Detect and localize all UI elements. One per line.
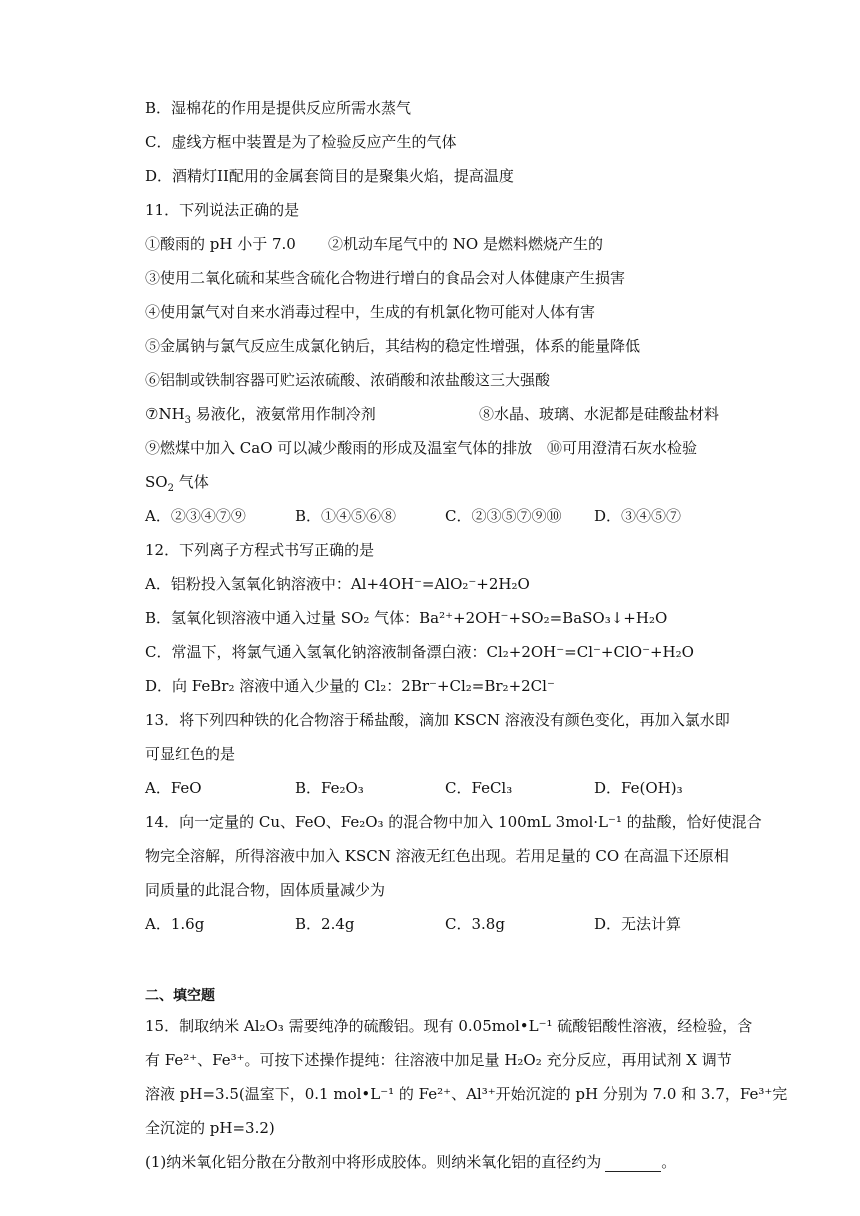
q12-stem: 12．下列离子方程式书写正确的是 <box>145 541 375 559</box>
q11-option-a: A．②③④⑦⑨ <box>145 507 246 525</box>
q13-stem-line-2: 可显红色的是 <box>145 745 236 763</box>
q11-statement-2: ②机动车尾气中的 NO 是燃料燃烧产生的 <box>328 235 603 253</box>
q10-option-b: B．湿棉花的作用是提供反应所需水蒸气 <box>145 99 412 117</box>
section-heading: 二、填空题 <box>145 988 215 1004</box>
q11-statement-1: ①酸雨的 pH 小于 7.0 <box>145 235 296 253</box>
q15-line-3: 溶液 pH=3.5(温室下，0.1 mol•L⁻¹ 的 Fe²⁺、Al³⁺开始沉淀的 pH 分别为 7.0 和 3.7，Fe³⁺完 <box>145 1085 788 1103</box>
q11-statement-6: ⑥铝制或铁制容器可贮运浓硫酸、浓硝酸和浓盐酸这三大强酸 <box>145 371 551 389</box>
q10-option-d: D．酒精灯II配用的金属套筒目的是聚集火焰，提高温度 <box>145 167 514 185</box>
q11-statement-3: ③使用二氧化硫和某些含硫化合物进行增白的食品会对人体健康产生损害 <box>145 269 626 287</box>
q10-option-c: C．虚线方框中装置是为了检验反应产生的气体 <box>145 133 457 151</box>
q11-statement-9: ⑨燃煤中加入 CaO 可以减少酸雨的形成及温室气体的排放 <box>145 439 533 457</box>
q15-subquestion-1: (1)纳米氧化铝分散在分散剂中将形成胶体。则纳米氧化铝的直径约为 <box>145 1153 602 1171</box>
q11-statement-5: ⑤金属钠与氯气反应生成氯化钠后，其结构的稳定性增强，体系的能量降低 <box>145 337 641 355</box>
q15-line-2: 有 Fe²⁺、Fe³⁺。可按下述操作提纯：往溶液中加足量 H₂O₂ 充分反应，再用试剂 X 调节 <box>145 1051 732 1069</box>
q11-option-c: C．②③⑤⑦⑨⑩ <box>445 507 562 525</box>
answer-blank[interactable] <box>605 1157 661 1172</box>
q11-statement-4: ④使用氯气对自来水消毒过程中，生成的有机氯化物可能对人体有害 <box>145 303 596 321</box>
q13-option-c: C．FeCl₃ <box>445 779 513 797</box>
q14-option-a: A．1.6g <box>145 915 205 933</box>
q11-stem: 11．下列说法正确的是 <box>145 201 300 219</box>
q14-stem-line-3: 同质量的此混合物，固体质量减少为 <box>145 881 386 899</box>
q11-option-b: B．①④⑤⑥⑧ <box>295 507 397 525</box>
q11-statement-row-7 <box>145 404 725 424</box>
q13-option-b: B．Fe₂O₃ <box>295 779 364 797</box>
q12-option-c: C．常温下，将氯气通入氢氧化钠溶液制备漂白液：Cl₂+2OH⁻=Cl⁻+ClO⁻+H₂O <box>145 643 694 661</box>
q12-option-d: D．向 FeBr₂ 溶液中通入少量的 Cl₂：2Br⁻+Cl₂=Br₂+2Cl⁻ <box>145 677 555 695</box>
q11-option-d: D．③④⑤⑦ <box>594 507 682 525</box>
q11-statement-10-cont: $SO_2$ 气体 <box>145 473 209 494</box>
q13-option-d: D．Fe(OH)₃ <box>594 779 683 797</box>
q12-option-a: A．铝粉投入氢氧化钠溶液中：Al+4OH⁻=AlO₂⁻+2H₂O <box>145 575 530 593</box>
q13-option-a: A．FeO <box>145 779 202 797</box>
q14-stem-line-1: 14．向一定量的 Cu、FeO、Fe₂O₃ 的混合物中加入 100mL 3mol·L⁻¹ 的盐酸，恰好使混合 <box>145 813 762 831</box>
q14-option-d: D．无法计算 <box>594 915 682 933</box>
q14-option-c: C．3.8g <box>445 915 505 933</box>
q15-subquestion-1-end: 。 <box>661 1153 677 1171</box>
q11-statement-7: $⑦NH_3$ 易液化，液氨常用作制冷剂 <box>145 405 376 426</box>
q11-statement-8: ⑧水晶、玻璃、水泥都是硅酸盐材料 <box>479 405 720 423</box>
q11-statement-10: ⑩可用澄清石灰水检验 <box>547 439 698 457</box>
q12-option-b: B．氢氧化钡溶液中通入过量 SO₂ 气体：Ba²⁺+2OH⁻+SO₂=BaSO₃↓+H₂O <box>145 609 668 627</box>
q14-option-b: B．2.4g <box>295 915 355 933</box>
q15-line-1: 15．制取纳米 Al₂O₃ 需要纯净的硫酸铝。现有 0.05mol•L⁻¹ 硫酸铝酸性溶液，经检验，含 <box>145 1017 753 1035</box>
q11-statement-row-9 <box>145 438 725 458</box>
q14-stem-line-2: 物完全溶解，所得溶液中加入 KSCN 溶液无红色出现。若用足量的 CO 在高温下还原相 <box>145 847 729 865</box>
q13-stem-line-1: 13．将下列四种铁的化合物溶于稀盐酸，滴加 KSCN 溶液没有颜色变化，再加入氯水即 <box>145 711 730 729</box>
q15-line-5 <box>145 1152 676 1172</box>
q15-line-4: 全沉淀的 pH=3.2) <box>145 1119 275 1137</box>
q11-statement-row-1 <box>145 234 725 254</box>
